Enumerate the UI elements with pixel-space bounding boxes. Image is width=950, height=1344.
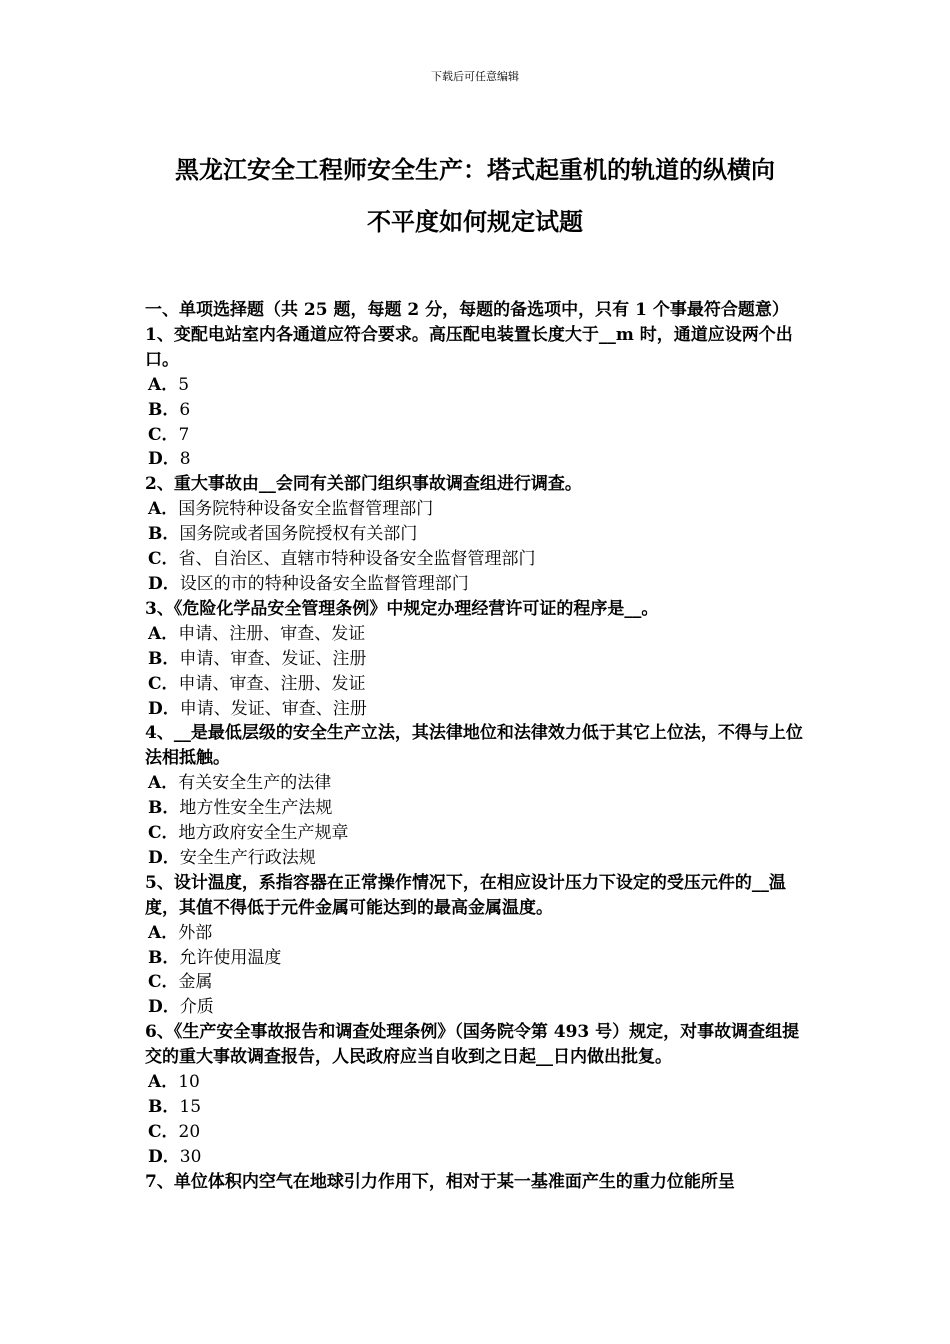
option-text: 安全生产行政法规 <box>179 847 316 868</box>
option-letter: C． <box>148 549 179 570</box>
option-c <box>145 970 815 995</box>
document-title <box>120 144 830 248</box>
question-7 <box>145 1170 815 1195</box>
option-letter: C． <box>148 424 179 445</box>
option-text: 20 <box>178 1121 201 1142</box>
option-text: 地方政府安全生产规章 <box>178 823 349 844</box>
question-stem: 3、《危险化学品安全管理条例》中规定办理经营许可证的程序是__。 <box>145 598 659 619</box>
option-d <box>145 447 815 472</box>
option-letter: D． <box>148 847 180 868</box>
option-c <box>145 547 815 572</box>
option-a <box>145 771 815 796</box>
option-letter: B． <box>148 524 180 545</box>
option-text: 有关安全生产的法律 <box>178 773 332 794</box>
option-a <box>145 921 815 946</box>
option-letter: B． <box>148 798 180 819</box>
option-a <box>145 373 815 398</box>
option-text: 15 <box>179 1097 202 1117</box>
question-1 <box>145 323 815 472</box>
option-text: 申请、发证、审查、注册 <box>179 698 367 719</box>
option-letter: B． <box>148 648 180 669</box>
option-b <box>145 522 815 547</box>
option-letter: A． <box>148 773 179 794</box>
option-c <box>145 423 815 448</box>
option-b <box>145 946 815 971</box>
question-3 <box>145 597 815 722</box>
option-d <box>145 572 815 597</box>
option-text: 申请、审查、发证、注册 <box>179 648 367 669</box>
option-letter: A． <box>148 623 179 644</box>
option-d <box>145 846 815 871</box>
option-letter: C． <box>148 972 179 993</box>
question-stem: 7、单位体积内空气在地球引力作用下，相对于某一基准面产生的重力位能所呈 <box>145 1171 735 1192</box>
question-6 <box>145 1020 815 1169</box>
option-text: 允许使用温度 <box>179 947 282 968</box>
option-text: 8 <box>179 449 191 470</box>
option-a <box>145 622 815 647</box>
question-stem: 6、《生产安全事故报告和调查处理条例》（国务院令第 493 号）规定，对事故调查组提交的重大事故调查报告，人民政府应当自收到之日起__日内做出批复。 <box>145 1022 800 1068</box>
option-letter: B． <box>148 947 180 968</box>
option-d <box>145 1145 815 1170</box>
option-text: 介质 <box>179 997 214 1018</box>
option-b <box>145 796 815 821</box>
question-stem: 2、重大事故由__会同有关部门组织事故调查组进行调查。 <box>145 474 582 495</box>
option-letter: C． <box>148 673 179 694</box>
option-text: 6 <box>179 399 191 420</box>
option-text: 省、自治区、直辖市特种设备安全监督管理部门 <box>178 549 536 570</box>
option-letter: D． <box>148 449 180 470</box>
option-text: 7 <box>178 424 190 445</box>
option-b <box>145 647 815 672</box>
question-stem: 1、变配电站室内各通道应符合要求。高压配电装置长度大于__m 时，通道应设两个出口。 <box>145 324 793 370</box>
question-2 <box>145 472 815 597</box>
option-b <box>145 1095 815 1120</box>
title-line-1: 黑龙江安全工程师安全生产：塔式起重机的轨道的纵横向 <box>175 155 775 184</box>
option-letter: B． <box>148 1097 180 1117</box>
question-4 <box>145 721 815 870</box>
section-heading: 一、单项选择题（共 25 题，每题 2 分，每题的备选项中，只有 1 个事最符合题意） <box>145 300 789 320</box>
option-text: 5 <box>178 374 190 395</box>
option-text: 30 <box>179 1146 202 1167</box>
option-letter: A． <box>148 374 179 395</box>
option-b <box>145 398 815 423</box>
option-letter: D． <box>148 573 180 594</box>
option-text: 10 <box>178 1072 200 1093</box>
option-letter: D． <box>148 698 180 719</box>
option-letter: A． <box>148 922 179 943</box>
option-text: 地方性安全生产法规 <box>179 798 333 819</box>
option-text: 国务院特种设备安全监督管理部门 <box>178 499 434 520</box>
question-5 <box>145 871 815 1020</box>
option-letter: D． <box>148 1146 180 1167</box>
option-c <box>145 821 815 846</box>
option-letter: A． <box>148 499 179 520</box>
question-stem: 4、__是最低层级的安全生产立法，其法律地位和法律效力低于其它上位法，不得与上位法相抵触。 <box>145 723 803 769</box>
option-text: 设区的市的特种设备安全监督管理部门 <box>179 573 469 594</box>
option-letter: D． <box>148 997 180 1018</box>
question-stem: 5、设计温度，系指容器在正常操作情况下，在相应设计压力下设定的受压元件的__温度，其值不得低于元件金属可能达到的最高金属温度。 <box>145 872 786 918</box>
option-a <box>145 1070 815 1095</box>
option-d <box>145 995 815 1020</box>
option-d <box>145 697 815 722</box>
title-line-2: 不平度如何规定试题 <box>367 207 583 236</box>
document-body <box>145 298 815 1195</box>
option-a <box>145 497 815 522</box>
header-note: 下载后可任意编辑 <box>431 70 519 83</box>
option-letter: C． <box>148 823 179 844</box>
option-letter: B． <box>148 399 180 420</box>
option-c <box>145 672 815 697</box>
option-letter: C． <box>148 1121 179 1142</box>
option-text: 申请、注册、审查、发证 <box>178 623 366 644</box>
option-text: 外部 <box>178 922 213 943</box>
option-letter: A． <box>148 1072 179 1093</box>
option-c <box>145 1120 815 1145</box>
option-text: 国务院或者国务院授权有关部门 <box>179 524 418 545</box>
option-text: 申请、审查、注册、发证 <box>178 673 366 694</box>
option-text: 金属 <box>178 972 213 993</box>
